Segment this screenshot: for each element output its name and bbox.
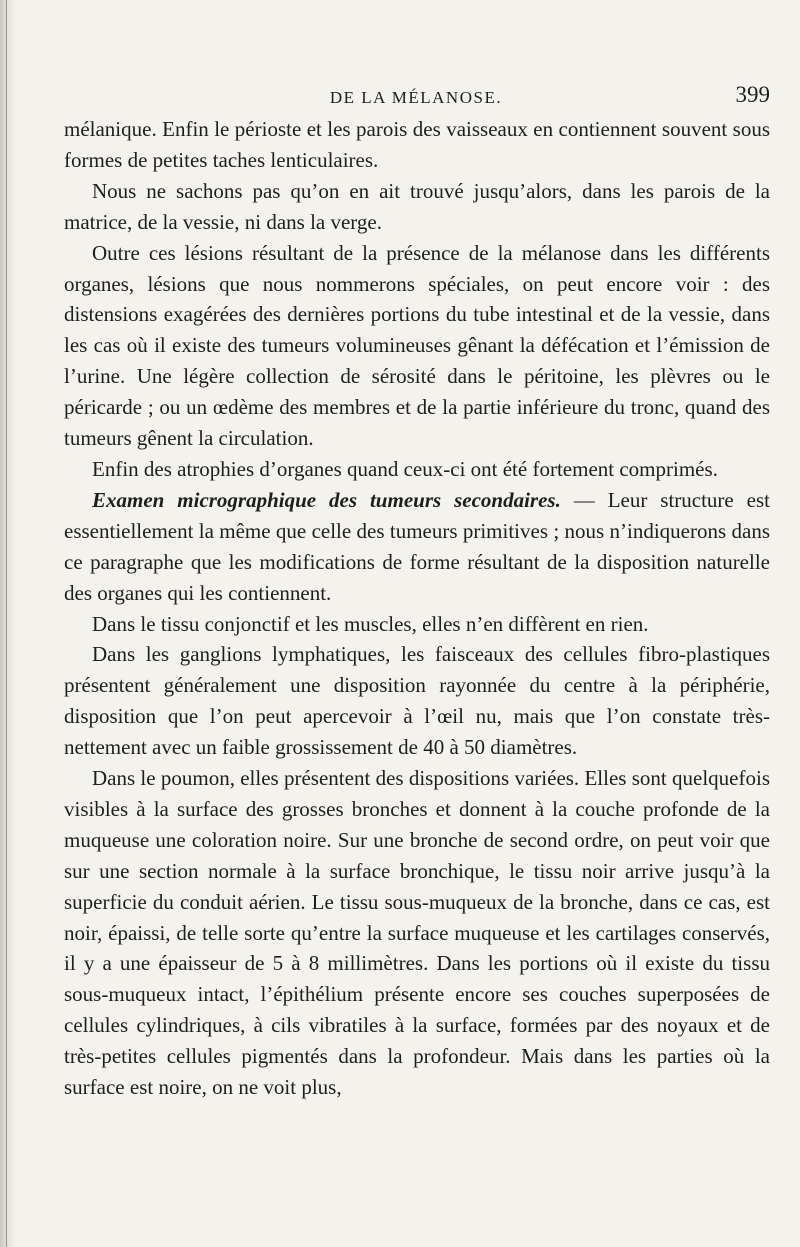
page-number: 399 bbox=[735, 82, 770, 107]
page-binding-edge bbox=[0, 0, 16, 1247]
section-title: Examen micrographique des tumeurs secondaires. bbox=[92, 487, 561, 512]
page-header bbox=[62, 80, 770, 116]
paragraph-5 bbox=[64, 485, 770, 609]
running-head: DE LA MÉLANOSE. bbox=[329, 88, 503, 107]
paragraph-2: Nous ne sachons pas qu’on en ait trouvé jusqu’alors, dans les parois de la matrice, de la vessie, ni dans la verge. bbox=[64, 178, 770, 234]
text-body bbox=[64, 114, 770, 1103]
paragraph-8: Dans le poumon, elles présentent des dispositions variées. Elles sont quelquefois visibles à la surface des grosses bronches et donnent à la couche profonde de la muqueuse une coloration noire. Sur une bronche de second ordre, on peut voir que sur une section normale à la surface bronchique, le tissu noir arrive jusqu’à la superficie du conduit aérien. Le tissu sous-muqueux de la bronche, dans ce cas, est noir, épaissi, de telle sorte qu’entre la surface muqueuse et les cartilages conservés, il y a une épaisseur de 5 à 8 millimètres. Dans les portions où il existe du tissu sous-muqueux intact, l’épithélium présente encore ses couches superposées de cellules cylindriques, à cils vibratiles à la surface, formées par des noyaux et de très-petites cellules pigmentés dans la profondeur. Mais dans les parties où la surface est noire, on ne voit plus, bbox=[64, 766, 770, 1100]
paragraph-4: Enfin des atrophies d’organes quand ceux-ci ont été fortement comprimés. bbox=[92, 456, 718, 481]
paragraph-6: Dans le tissu conjonctif et les muscles, elles n’en diffèrent en rien. bbox=[92, 611, 649, 636]
paragraph-7: Dans les ganglions lymphatiques, les faisceaux des cellules fibro-plastiques présentent généralement une disposition rayonnée du centre à la périphérie, disposition que l’on peut apercevoir à l’œil nu, mais que l’on constate très-nettement avec un faible grossissement de 40 à 50 diamètres. bbox=[64, 642, 770, 760]
section-text: — Leur structure est essentiellement la même que celle des tumeurs primitives ; nous n’indiquerons dans ce paragraphe que les modifications de forme résultant de la disposition naturelle des organes qui les contiennent. bbox=[64, 487, 770, 605]
paragraph-3: Outre ces lésions résultant de la présence de la mélanose dans les différents organes, lésions que nous nommerons spéciales, on peut encore voir : des distensions exagérées des dernières portions du tube intestinal et de la vessie, dans les cas où il existe des tumeurs volumineuses gênant la défécation et l’émission de l’urine. Une légère collection de sérosité dans le péritoine, les plèvres ou le péricarde ; ou un œdème des membres et de la partie inférieure du tronc, quand des tumeurs gênent la circulation. bbox=[64, 240, 770, 451]
paragraph-1: mélanique. Enfin le périoste et les parois des vaisseaux en contiennent souvent sous formes de petites taches lenticulaires. bbox=[64, 117, 770, 172]
